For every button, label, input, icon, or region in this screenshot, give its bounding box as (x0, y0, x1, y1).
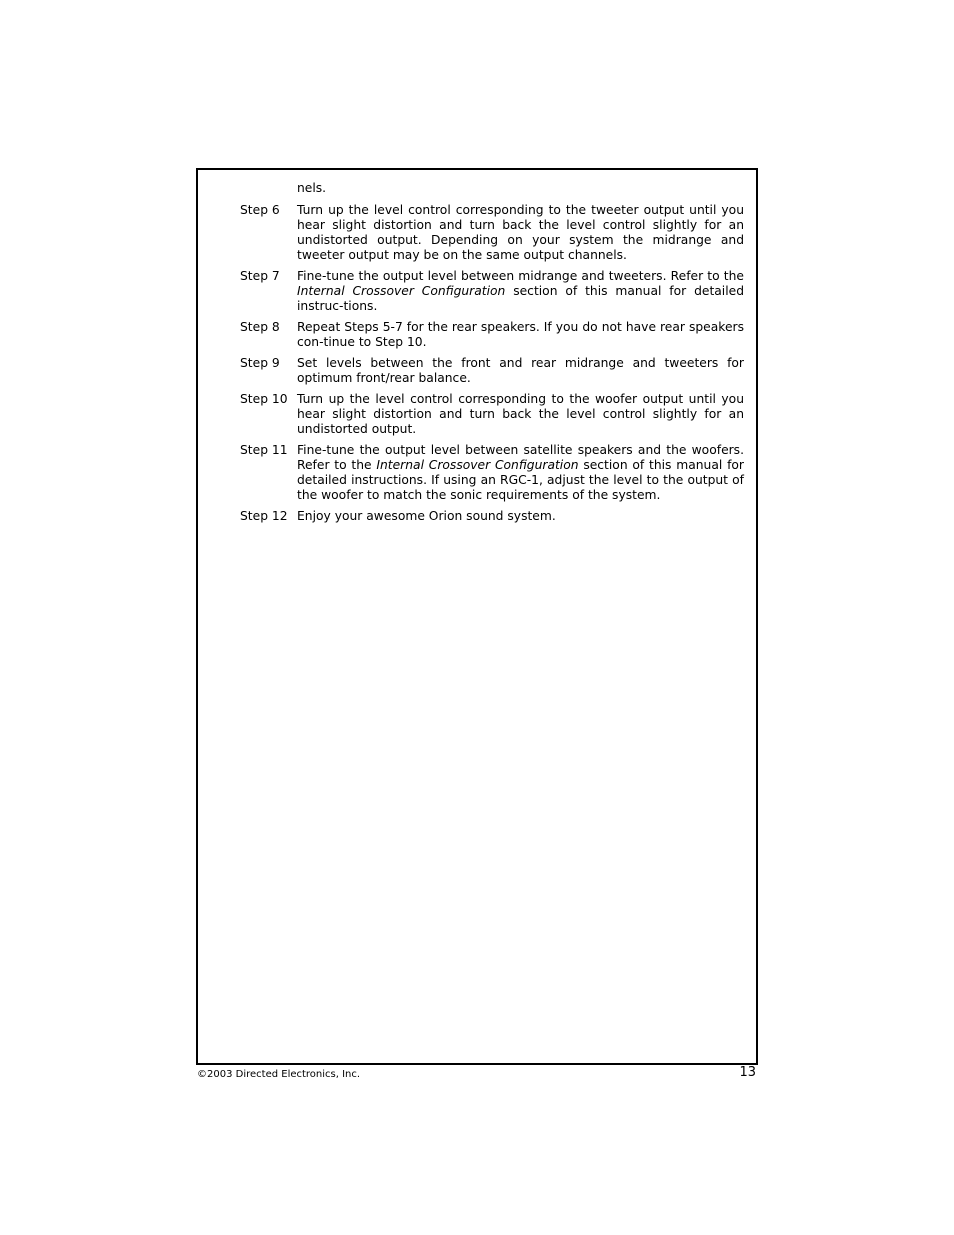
step-text-part: Enjoy your awesome Orion sound system. (297, 509, 556, 523)
step-label: Step 9 (240, 356, 280, 370)
step-text-part: Turn up the level control corresponding to the woofer output until you hear slight distortion and turn back the level control slightly for an undistorted output. (297, 392, 744, 436)
step-text (297, 269, 744, 314)
step-text (297, 509, 744, 524)
step-item (240, 269, 744, 314)
step-label: Step 10 (240, 392, 288, 406)
step-text (297, 203, 744, 263)
continuation-text: nels. (297, 181, 327, 195)
step-item (240, 203, 744, 263)
step-label: Step 11 (240, 443, 288, 457)
step-text-part: section of this manual for detailed instructions. If using an RGC-1, adjust the level to the output of the woofer to match the sonic requirements of the system. (297, 458, 744, 502)
step-text-part: Fine-tune the output level between satellite speakers and the woofers. Refer to the (297, 443, 744, 472)
step-item (240, 356, 744, 386)
step-text-part: Set levels between the front and rear midrange and tweeters for optimum front/rear balance. (297, 356, 744, 385)
step-item (240, 392, 744, 437)
page-frame (196, 168, 758, 1065)
step-item (240, 320, 744, 350)
step-item (240, 443, 744, 503)
steps-list (240, 203, 744, 524)
page-number: 13 (739, 1065, 756, 1080)
step-label: Step 8 (240, 320, 280, 334)
section-reference: Internal Crossover Configuration (376, 458, 579, 472)
step-text-part: Turn up the level control corresponding to the tweeter output until you hear slight distortion and turn back the level control slightly for an undistorted output. Depending on your system the midrange and tweeter output may be on the same output channels. (297, 203, 744, 262)
step-text (297, 392, 744, 437)
section-reference: Internal Crossover Configuration (297, 284, 506, 298)
step-text (297, 356, 744, 386)
step-text (297, 320, 744, 350)
step-label: Step 12 (240, 509, 288, 523)
step-text-part: Repeat Steps 5-7 for the rear speakers. If you do not have rear speakers con-tinue to Step 10. (297, 320, 744, 349)
copyright-notice: ©2003 Directed Electronics, Inc. (197, 1069, 361, 1080)
step-text (297, 443, 744, 503)
instruction-steps (240, 181, 744, 530)
step-label: Step 7 (240, 269, 280, 283)
step-item (240, 509, 744, 524)
step-text-part: section of this manual for detailed instruc-tions. (297, 284, 744, 313)
step-label: Step 6 (240, 203, 280, 217)
step-text-part: Fine-tune the output level between midrange and tweeters. Refer to the (297, 269, 744, 283)
